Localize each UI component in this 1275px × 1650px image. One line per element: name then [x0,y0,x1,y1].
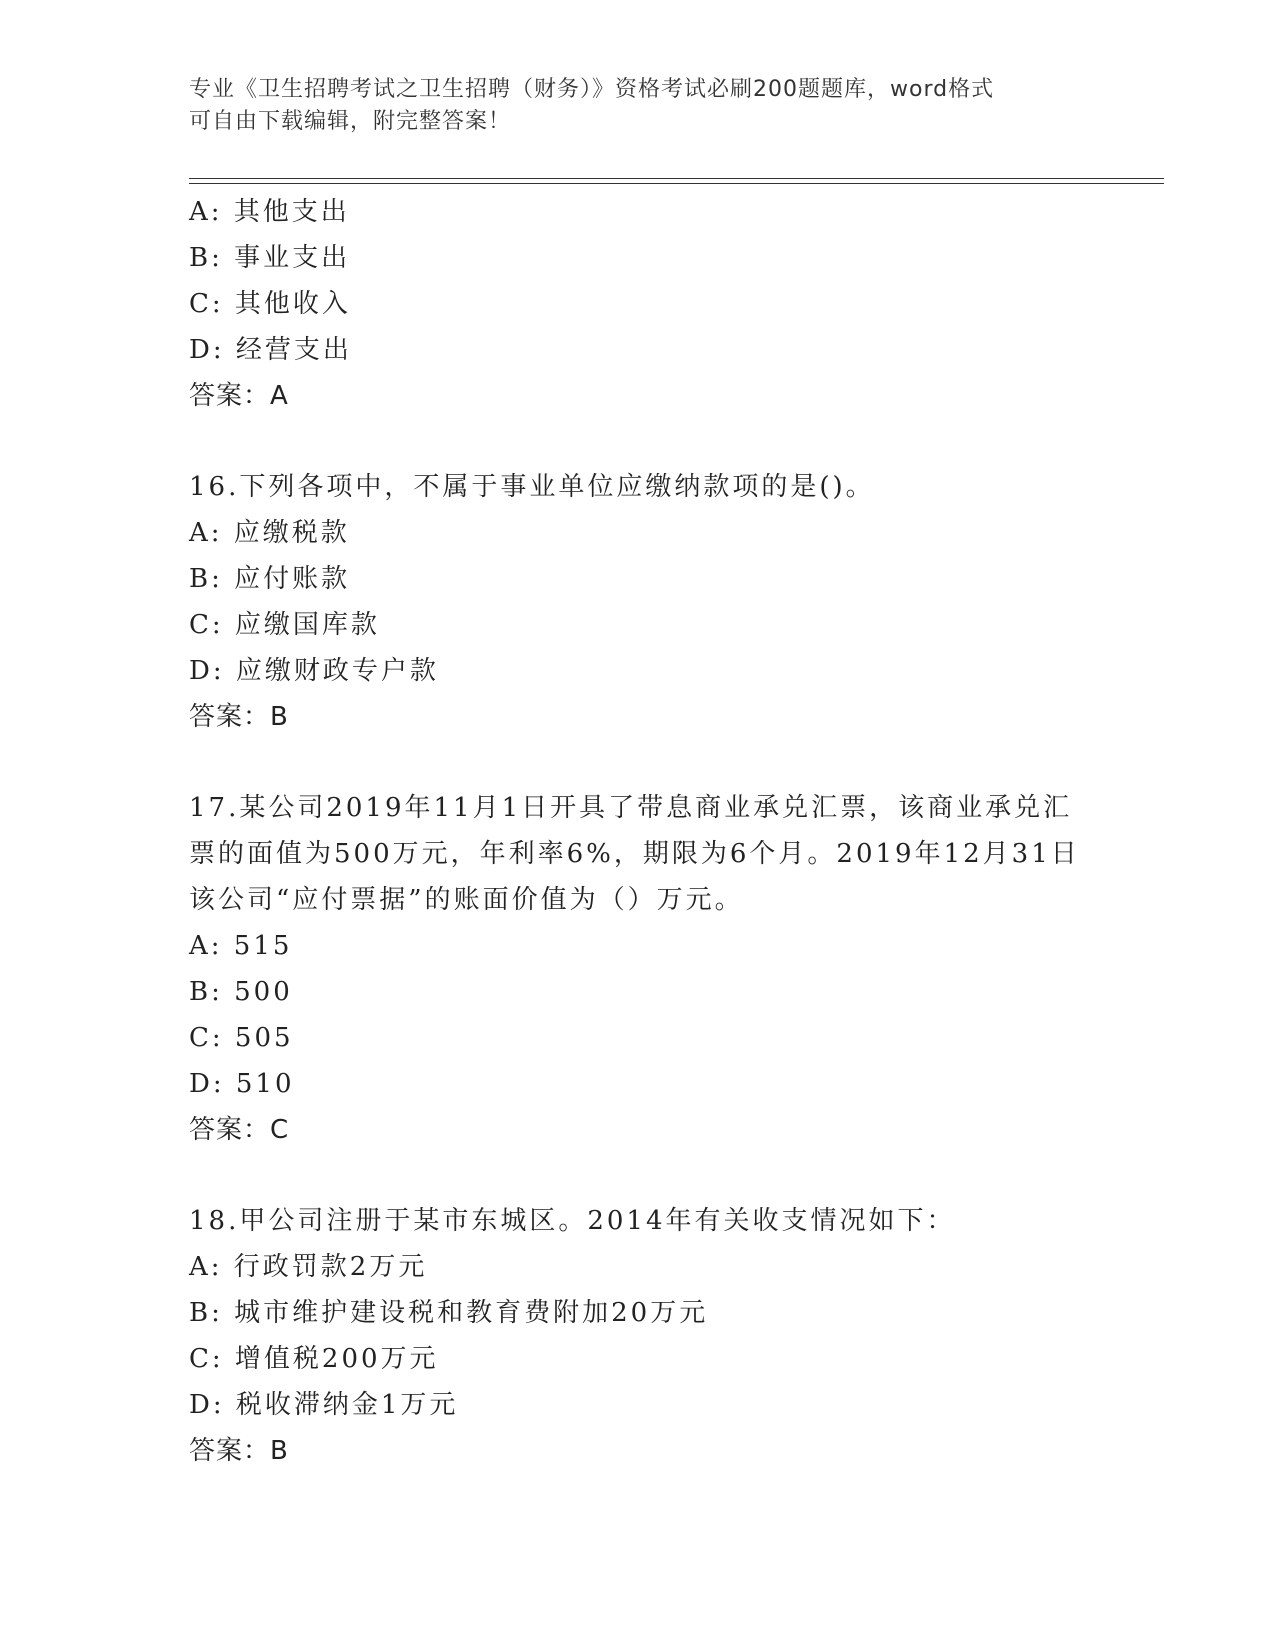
document-header [189,74,1089,138]
question-18 [189,1198,1089,1474]
option-b: B: 500 [189,977,293,1007]
option-b: B: 事业支出 [189,243,351,273]
option-b: B: 应付账款 [189,564,351,594]
header-divider-bottom [189,183,1164,184]
question-list [189,189,1089,1474]
header-line-1: 专业《卫生招聘考试之卫生招聘（财务）》资格考试必刷200题题库，word格式 [189,77,995,102]
option-c: C: 505 [189,1023,294,1053]
option-b: B: 城市维护建设税和教育费附加20万元 [189,1298,709,1328]
answer: 答案：B [189,702,289,732]
question-stem: 18.甲公司注册于某市东城区。2014年有关收支情况如下： [189,1206,956,1236]
answer: 答案：A [189,381,289,411]
stem-line-1: 17.某公司2019年11月1日开具了带息商业承兑汇票，该商业承兑汇 [189,793,1073,823]
question-15-continued [189,189,1089,419]
header-line-2: 可自由下载编辑，附完整答案！ [189,109,512,134]
question-stem: 16.下列各项中，不属于事业单位应缴纳款项的是()。 [189,472,875,502]
option-a: A: 515 [189,931,293,961]
option-c: C: 应缴国库款 [189,610,380,640]
question-stem [189,785,1089,923]
question-16 [189,464,1089,740]
answer: 答案：C [189,1115,290,1145]
option-a: A: 其他支出 [189,197,350,227]
option-c: C: 增值税200万元 [189,1344,439,1374]
option-a: A: 行政罚款2万元 [189,1252,428,1282]
stem-line-3: 该公司“应付票据”的账面价值为（）万元。 [189,885,744,915]
answer: 答案：B [189,1436,289,1466]
option-c: C: 其他收入 [189,289,351,319]
question-17 [189,785,1089,1153]
option-d: D: 经营支出 [189,335,352,365]
option-d: D: 税收滞纳金1万元 [189,1390,459,1420]
stem-line-2: 票的面值为500万元，年利率6%，期限为6个月。2019年12月31日 [189,839,1080,869]
option-d: D: 510 [189,1069,295,1099]
option-a: A: 应缴税款 [189,518,350,548]
header-divider-top [189,178,1164,179]
option-d: D: 应缴财政专户款 [189,656,439,686]
